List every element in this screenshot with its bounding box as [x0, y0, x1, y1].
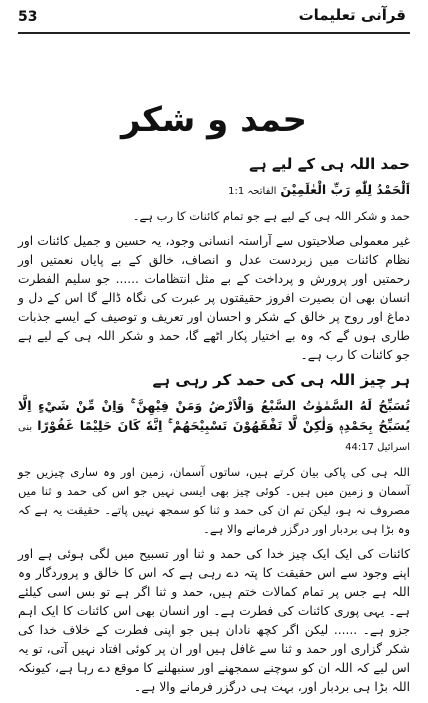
quran-verse-1 [18, 180, 410, 201]
body-paragraph-2: کائنات کی ایک ایک چیز خدا کی حمد و ثنا اور تسبیح میں لگی ہوئی ہے اور اپنے وجود سے اس حقیقت کا پتہ دے رہی ہے کہ اس کا خالق و پروردگار وہ اللہ ہے جس پر تمام کمالات ختم ہیں، حمد و ثنا اگر ہے تو بس اسی کیلئے ہے۔ یہی پوری کائنات کی فطرت ہے۔ اور انسان بھی اس کائنات کا ایک اہم جزو ہے۔ ...... لیکن اگر کچھ نادان ہیں جو اپنی فطرت کے خلاف خدا کی شکر گزاری اور حمد و ثنا سے غافل ہیں اور ان پر کوئی افتاد نہیں آتی، تو یہ اس لیے کہ اللہ ان کو سوچنے سمجھنے اور سنبھلنے کا موقع دے رہا ہے، کیونکہ اللہ بڑا ہی بردبار اور، بہت ہی درگزر فرمانے والا ہے۔ [18, 547, 410, 694]
verse-reference-2: بنی اسرائیل 44:17 [18, 422, 410, 453]
verse-reference-1: الفاتحہ 1:1 [228, 186, 277, 197]
page-body [18, 155, 410, 703]
chapter-title: حمد و شکر [120, 100, 308, 140]
verse-translation-2: اللہ ہی کی پاکی بیان کرتے ہیں، ساتوں آسمان، زمین اور وہ ساری چیزیں جو آسمان و زمین میں ہیں۔ کوئی چیز بھی ایسی نہیں جو اس کی حمد و ثنا میں مصروف نہ ہو، لیکن تم ان کی حمد و ثنا کو سمجھ نہیں پاتے۔ حقیقت یہ ہے کہ وہ بڑا ہی بردبار اور درگزر فرمانے والا ہے۔ [18, 465, 410, 536]
section-heading-2: ہر چیز اللہ ہی کی حمد کر رہی ہے [152, 371, 410, 389]
verse-text-2: تُسَبِّحُ لَهُ السَّمٰوٰتُ السَّبْعُ وَالْاَرْضُ وَمَنْ فِيْهِنَّ ۚ وَاِنْ مِّنْ شَيْءٍ اِلَّا يُسَبِّحُ بِحَمْدِهٖ وَلٰكِنْ لَّا تَفْقَهُوْنَ تَسْبِيْحَهُمْ ۚ اِنَّهٗ كَانَ حَلِيْمًا غَفُوْرًا [18, 398, 411, 433]
body-paragraph-1: غیر معمولی صلاحیتوں سے آراستہ انسانی وجود، یہ حسین و جمیل کائنات اور نظام کائنات میں زبردست عدل و انصاف، خالق کے بے پایاں نعمتیں اور رحمتیں اور پرورش و پرداخت کے بے مثل انتظامات ...... جو سلیم الفطرت انسان بھی ان بصیرت افروز حقیقتوں پر عبرت کی نگاہ ڈالے گا اس کے دل و دماغ اور روح پر خالق کے شکر و احسان اور تعریف و توصیف کے ایسے جذبات طاری ہوں گے کہ وہ بے اختیار پکار اٹھے گا، حمد و شکر اللہ ہی کے لیے ہے جو کائنات کا رب ہے۔ [18, 234, 410, 362]
running-title: قرآنی تعلیمات [298, 6, 406, 24]
quran-verse-2 [18, 396, 410, 457]
section-heading-1: حمد اللہ ہی کے لیے ہے [249, 155, 410, 173]
verse-text-1: اَلْحَمْدُ لِلّٰهِ رَبِّ الْعٰلَمِيْنَ [280, 182, 410, 197]
page-number: 53 [18, 9, 38, 25]
verse-translation-1: حمد و شکر اللہ ہی کے لیے ہے جو تمام کائنات کا رب ہے۔ [132, 209, 410, 223]
page-header [18, 6, 410, 34]
